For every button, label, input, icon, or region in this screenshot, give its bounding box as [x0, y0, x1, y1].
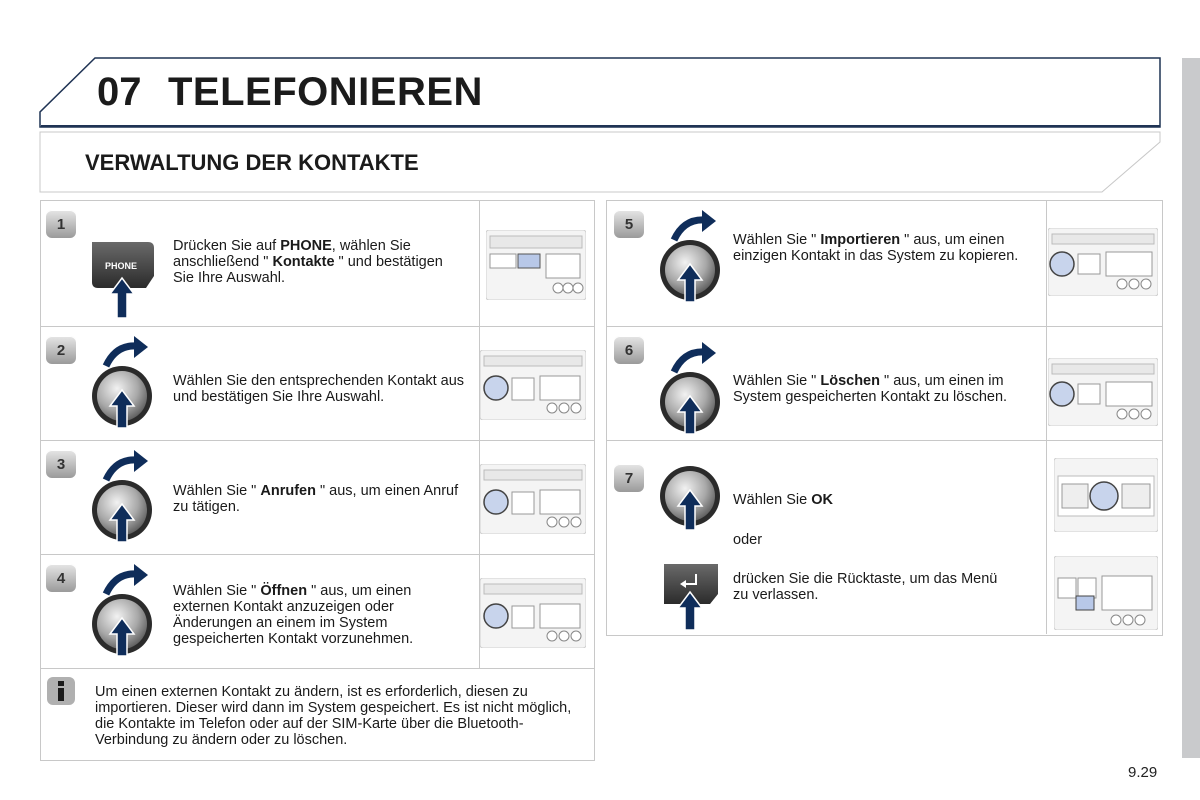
- radio-panel-illustration: [1048, 228, 1158, 296]
- step-text-6: Wählen Sie " Löschen " aus, um einen im System gespeicherten Kontakt zu löschen.: [733, 373, 1008, 405]
- step-badge-4: 4: [46, 564, 76, 592]
- info-icon: [46, 676, 76, 706]
- radio-panel-illustration: [480, 464, 586, 534]
- row-divider: [40, 554, 594, 555]
- step-text-4: Wählen Sie " Öffnen " aus, um einen externen Kontakt anzuzeigen oder Änderungen an einem im System gespeicherten Kontakt vorzunehmen.: [173, 583, 414, 647]
- radio-panel-illustration: [480, 578, 586, 648]
- step-badge-1: 1: [46, 210, 76, 238]
- rotary-knob-icon: [656, 340, 728, 436]
- rotary-knob-icon: [88, 448, 160, 544]
- chapter-header: [0, 0, 1200, 130]
- step-text-1: Drücken Sie auf PHONE, wählen Sie anschließend " Kontakte " und bestätigen Sie Ihre Auswahl.: [173, 238, 443, 286]
- rotary-knob-icon: [656, 208, 728, 304]
- step-badge-5: 5: [614, 210, 644, 238]
- chapter-title: TELEFONIEREN: [168, 70, 483, 114]
- phone-button-label: PHONE: [104, 261, 138, 271]
- radio-panel-illustration: [480, 350, 586, 420]
- rotary-knob-icon: [88, 334, 160, 430]
- radio-panel-illustration: [1054, 556, 1158, 630]
- step-text-2: Wählen Sie den entsprechenden Kontakt aus und bestätigen Sie Ihre Auswahl.: [173, 373, 465, 405]
- row-divider: [40, 668, 594, 669]
- row-divider: [40, 326, 594, 327]
- info-note-text: Um einen externen Kontakt zu ändern, ist es erforderlich, diesen zu importieren. Dieser wird dann im System gespeichert. Es ist nicht möglich, die Kontakte im Telefon oder auf der SIM-Karte über die Bluetooth-Verbindung zu ändern oder zu löschen.: [95, 684, 572, 748]
- column-divider: [1046, 200, 1047, 634]
- rotary-knob-icon: [656, 462, 728, 534]
- rotary-knob-icon: [88, 562, 160, 658]
- radio-panel-illustration: [1048, 358, 1158, 426]
- row-divider: [606, 440, 1162, 441]
- back-button-icon: [660, 560, 724, 632]
- radio-panel-illustration: [1054, 458, 1158, 532]
- step-text-3: Wählen Sie " Anrufen " aus, um einen Anruf zu tätigen.: [173, 483, 459, 515]
- step-text-5: Wählen Sie " Importieren " aus, um einen einzigen Kontakt in das System zu kopieren.: [733, 232, 1019, 264]
- radio-panel-illustration: [486, 230, 586, 300]
- step-badge-3: 3: [46, 450, 76, 478]
- page-number: 9.29: [1128, 764, 1158, 781]
- step-badge-2: 2: [46, 336, 76, 364]
- step-badge-7: 7: [614, 464, 644, 492]
- row-divider: [606, 326, 1162, 327]
- step-text-7-ok: Wählen Sie OK: [733, 492, 833, 508]
- section-title: VERWALTUNG DER KONTAKTE: [85, 150, 419, 175]
- step-badge-6: 6: [614, 336, 644, 364]
- chapter-number: 07: [97, 70, 142, 114]
- row-divider: [40, 440, 594, 441]
- step-text-7-or: oder: [733, 532, 763, 548]
- phone-button-icon: [88, 238, 158, 322]
- step-text-7-back: drücken Sie die Rücktaste, um das Menü zu verlassen.: [733, 571, 998, 603]
